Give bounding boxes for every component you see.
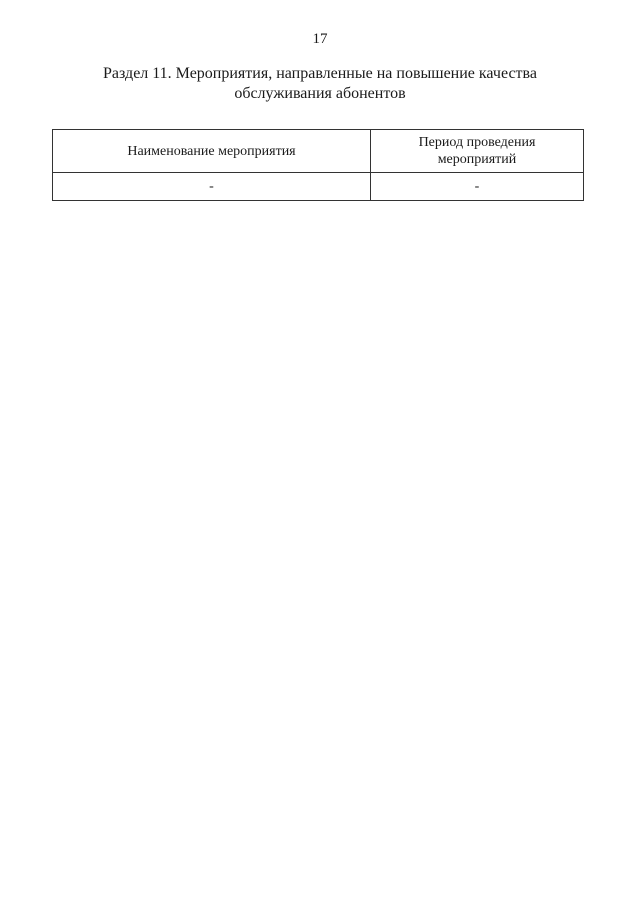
section-title-line-2: обслуживания абонентов	[234, 85, 406, 102]
section-title-line-1: Раздел 11. Мероприятия, направленные на повышение качества	[103, 65, 537, 82]
cell-event-name: -	[53, 173, 371, 201]
header-event-period	[371, 130, 584, 173]
header-event-period-line-2: мероприятий	[437, 152, 517, 167]
page-number: 17	[312, 31, 328, 47]
table-row	[53, 173, 584, 201]
table-header-row	[53, 130, 584, 173]
header-event-name: Наименование мероприятия	[53, 130, 371, 173]
section-title	[60, 64, 580, 104]
events-table	[52, 129, 584, 201]
cell-event-period: -	[371, 173, 584, 201]
header-event-period-line-1: Период проведения	[418, 135, 536, 150]
